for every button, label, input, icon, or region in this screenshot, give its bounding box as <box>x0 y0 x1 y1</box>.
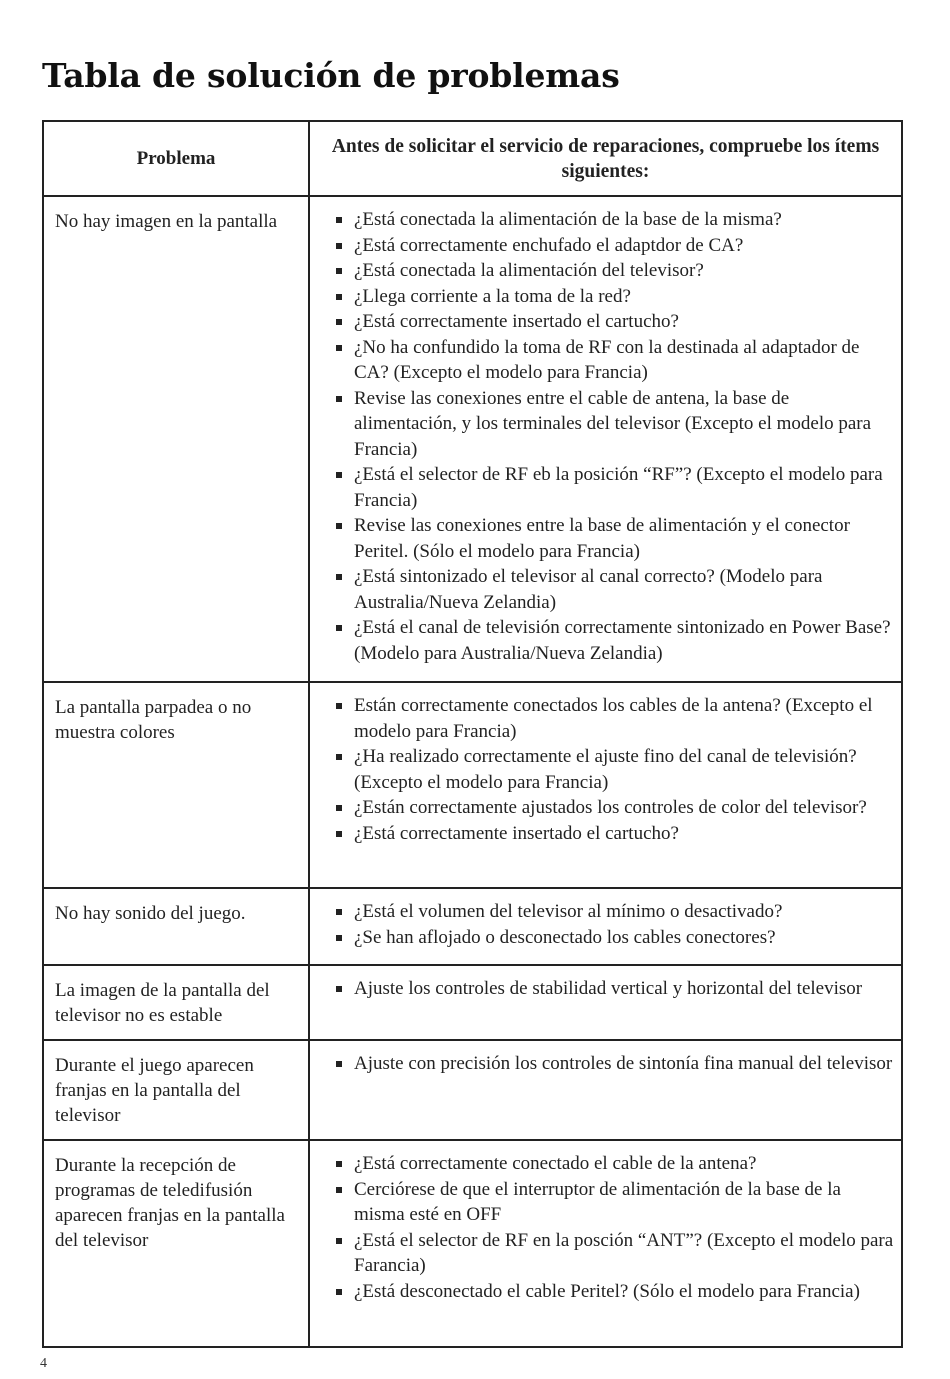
check-item: Cerciórese de que el interruptor de alimentación de la base de la misma esté en OFF <box>334 1177 895 1228</box>
check-item: ¿Está el canal de televisión correctamente sintonizado en Power Base? (Modelo para Australia/Nueva Zelandia) <box>334 615 895 666</box>
check-list <box>334 1151 895 1304</box>
check-item: ¿Está correctamente insertado el cartucho? <box>334 309 895 335</box>
check-list <box>334 1051 895 1077</box>
check-item: ¿Está desconectado el cable Peritel? (Sólo el modelo para Francia) <box>334 1279 895 1305</box>
check-item: ¿Está sintonizado el televisor al canal correcto? (Modelo para Australia/Nueva Zelandia) <box>334 564 895 615</box>
check-item: Revise las conexiones entre el cable de antena, la base de alimentación, y los terminales del televisor (Excepto el modelo para Francia) <box>334 386 895 463</box>
check-item: ¿Está correctamente enchufado el adaptdor de CA? <box>334 233 895 259</box>
table-row <box>44 197 901 683</box>
check-list <box>334 207 895 666</box>
problem-cell: Durante la recepción de programas de teledifusión aparecen franjas en la pantalla del televisor <box>44 1141 310 1346</box>
table-row <box>44 683 901 889</box>
page-title: Tabla de solución de problemas <box>42 56 620 95</box>
problem-cell: No hay sonido del juego. <box>44 889 310 964</box>
check-item: ¿Está el volumen del televisor al mínimo o desactivado? <box>334 899 895 925</box>
problem-cell: La pantalla parpadea o no muestra colores <box>44 683 310 887</box>
check-item: ¿Se han aflojado o desconectado los cables conectores? <box>334 925 895 951</box>
check-list <box>334 899 895 950</box>
table-row <box>44 1041 901 1141</box>
checks-cell <box>310 197 901 681</box>
check-item: ¿No ha confundido la toma de RF con la destinada al adaptador de CA? (Excepto el modelo para Francia) <box>334 335 895 386</box>
problem-cell: Durante el juego aparecen franjas en la pantalla del televisor <box>44 1041 310 1139</box>
checks-cell <box>310 683 901 887</box>
check-item: Ajuste con precisión los controles de sintonía fina manual del televisor <box>334 1051 895 1077</box>
checks-cell <box>310 1041 901 1139</box>
check-item: ¿Están correctamente ajustados los controles de color del televisor? <box>334 795 895 821</box>
check-list <box>334 976 895 1002</box>
table-header-row <box>44 122 901 197</box>
check-item: ¿Está correctamente conectado el cable de la antena? <box>334 1151 895 1177</box>
checks-cell <box>310 1141 901 1346</box>
problem-cell: No hay imagen en la pantalla <box>44 197 310 681</box>
troubleshooting-table <box>42 120 903 1348</box>
checks-cell <box>310 889 901 964</box>
problem-cell: La imagen de la pantalla del televisor no es estable <box>44 966 310 1039</box>
page-number: 4 <box>40 1356 47 1371</box>
check-item: ¿Está el selector de RF eb la posición “RF”? (Excepto el modelo para Francia) <box>334 462 895 513</box>
check-item: Están correctamente conectados los cables de la antena? (Excepto el modelo para Francia) <box>334 693 895 744</box>
check-item: ¿Llega corriente a la toma de la red? <box>334 284 895 310</box>
check-item: ¿Está conectada la alimentación de la base de la misma? <box>334 207 895 233</box>
header-problem: Problema <box>44 122 310 195</box>
table-row <box>44 966 901 1041</box>
check-item: ¿Está correctamente insertado el cartucho? <box>334 821 895 847</box>
check-item: ¿Ha realizado correctamente el ajuste fino del canal de televisión? (Excepto el modelo para Francia) <box>334 744 895 795</box>
table-row <box>44 889 901 966</box>
check-item: Revise las conexiones entre la base de alimentación y el conector Peritel. (Sólo el modelo para Francia) <box>334 513 895 564</box>
check-item: ¿Está el selector de RF en la posción “ANT”? (Excepto el modelo para Farancia) <box>334 1228 895 1279</box>
check-item: Ajuste los controles de stabilidad vertical y horizontal del televisor <box>334 976 895 1002</box>
checks-cell <box>310 966 901 1039</box>
check-item: ¿Está conectada la alimentación del televisor? <box>334 258 895 284</box>
header-checks: Antes de solicitar el servicio de reparaciones, compruebe los ítems siguientes: <box>331 135 880 182</box>
check-list <box>334 693 895 846</box>
table-row <box>44 1141 901 1346</box>
